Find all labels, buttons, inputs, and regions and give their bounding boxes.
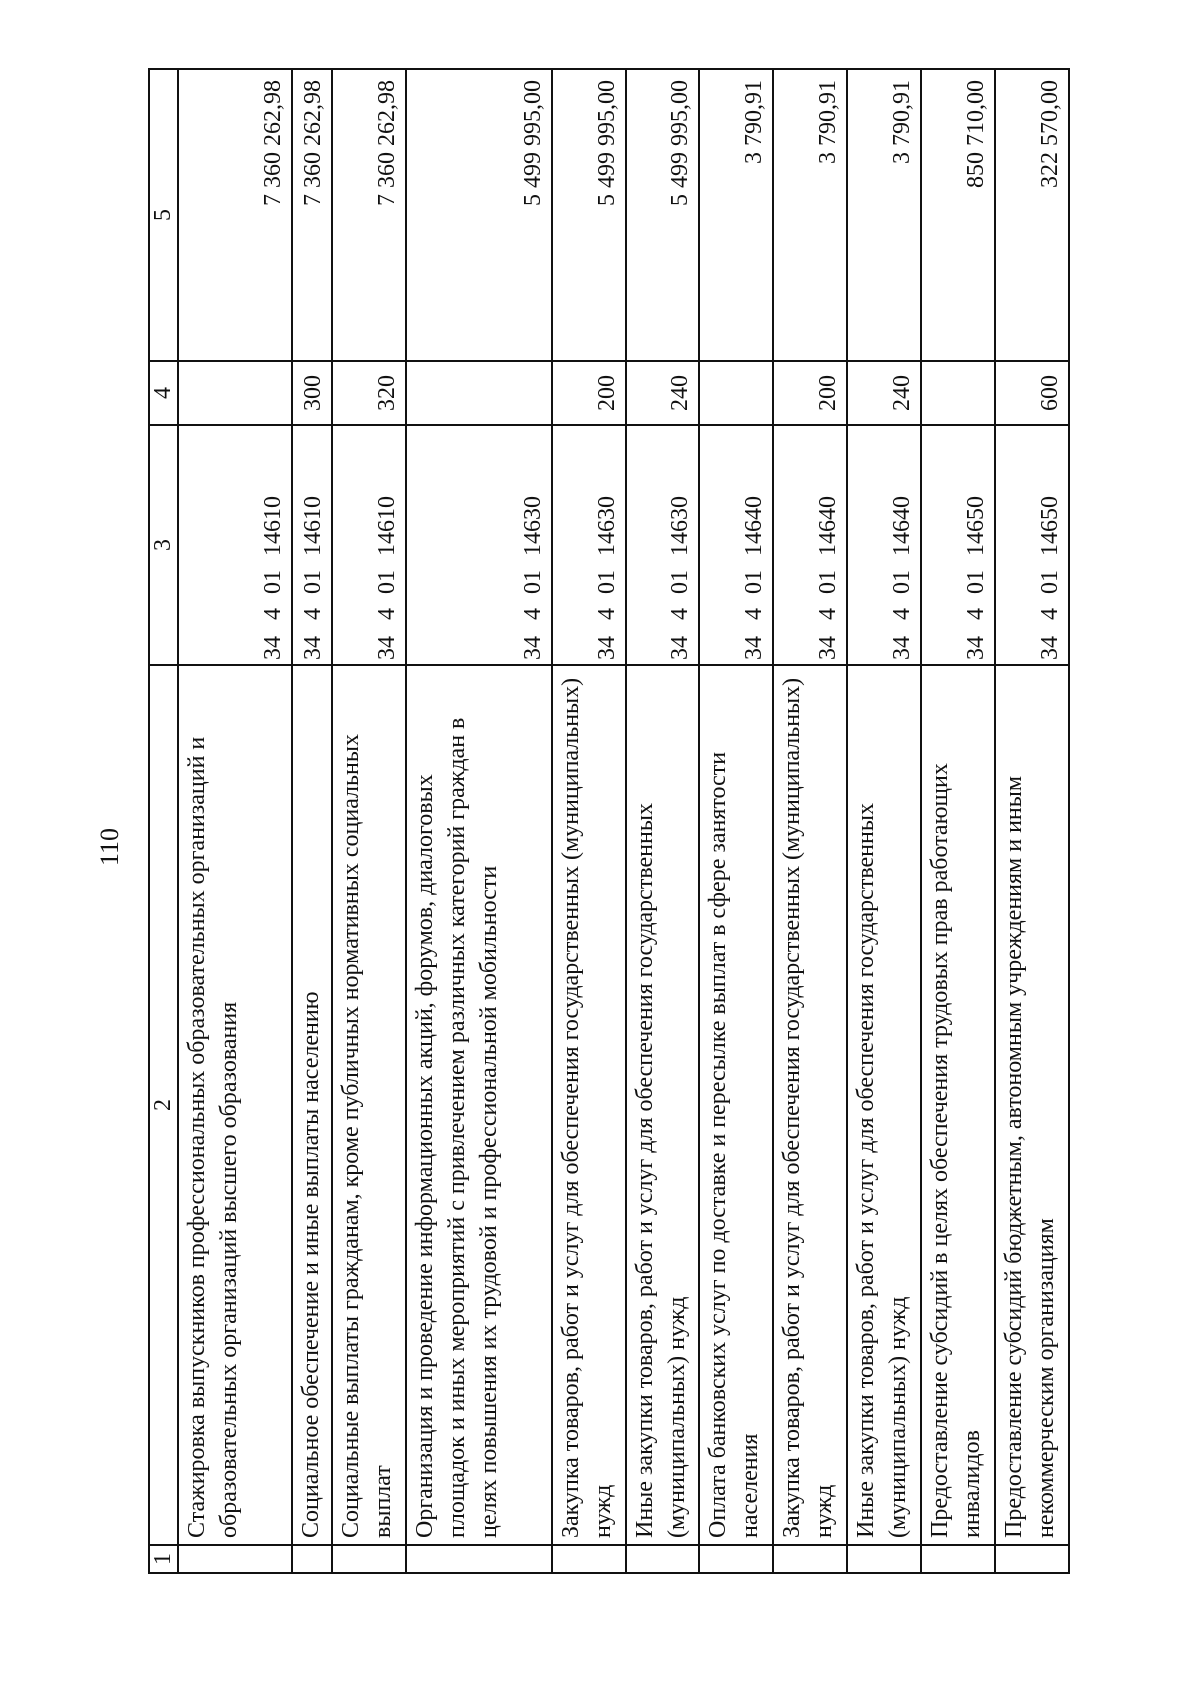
cell-number — [178, 1545, 292, 1573]
code-part: 14610 — [260, 496, 286, 556]
rotated-page-content — [148, 70, 1070, 1574]
cell-expense-type: 200 — [773, 361, 847, 425]
cell-number — [626, 1545, 700, 1573]
cell-code — [699, 425, 773, 665]
code-part: 34 — [300, 636, 327, 660]
code-part: 34 — [741, 636, 768, 660]
table-row — [332, 69, 406, 1573]
code-part: 4 — [300, 608, 327, 620]
code-part: 14630 — [667, 496, 694, 556]
cell-expense-type — [406, 361, 552, 425]
table-row — [552, 69, 626, 1573]
cell-code — [552, 425, 626, 665]
cell-amount: 7 360 262,98 — [332, 69, 406, 361]
code-part: 01 — [963, 570, 990, 594]
code-part: 14630 — [519, 496, 546, 556]
table-row — [626, 69, 700, 1573]
cell-code — [292, 425, 332, 665]
table-row — [773, 69, 847, 1573]
column-header-4: 4 — [149, 361, 178, 425]
code-part: 14610 — [300, 496, 327, 556]
cell-expense-type — [178, 361, 292, 425]
column-header-5: 5 — [149, 69, 178, 361]
cell-number — [332, 1545, 406, 1573]
code-part: 14640 — [815, 496, 842, 556]
cell-amount: 5 499 995,00 — [626, 69, 700, 361]
cell-code — [847, 425, 921, 665]
cell-code — [773, 425, 847, 665]
code-part: 01 — [1037, 570, 1063, 594]
code-part: 01 — [300, 570, 327, 594]
cell-number — [406, 1545, 552, 1573]
cell-number — [699, 1545, 773, 1573]
budget-table — [148, 68, 1070, 1574]
cell-expense-type — [921, 361, 995, 425]
cell-name: Стажировка выпускников профессиональных образовательных организаций и образовательных организаций высшего образования — [178, 665, 292, 1545]
code-part: 34 — [374, 636, 400, 660]
table-row — [292, 69, 332, 1573]
code-part: 01 — [667, 570, 694, 594]
code-part: 34 — [667, 636, 694, 660]
header-row — [149, 69, 178, 1573]
code-part: 4 — [1037, 608, 1063, 620]
cell-name: Социальные выплаты гражданам, кроме публичных нормативных социальных выплат — [332, 665, 406, 1545]
cell-expense-type: 240 — [847, 361, 921, 425]
code-part: 34 — [593, 636, 620, 660]
cell-expense-type: 300 — [292, 361, 332, 425]
code-part: 34 — [815, 636, 842, 660]
cell-name: Иные закупки товаров, работ и услуг для обеспечения государственных (муниципальных) нужд — [626, 665, 700, 1545]
table-row — [699, 69, 773, 1573]
code-part: 14650 — [963, 496, 990, 556]
cell-amount: 5 499 995,00 — [406, 69, 552, 361]
table-row — [921, 69, 995, 1573]
cell-code — [995, 425, 1069, 665]
cell-number — [773, 1545, 847, 1573]
code-part: 34 — [260, 636, 286, 660]
cell-code — [921, 425, 995, 665]
cell-number — [995, 1545, 1069, 1573]
column-header-1: 1 — [149, 1545, 178, 1573]
cell-name: Предоставление субсидий бюджетным, автономным учреждениям и иным некоммерческим организациям — [995, 665, 1069, 1545]
code-part: 4 — [963, 608, 990, 620]
cell-expense-type — [699, 361, 773, 425]
table-body — [178, 69, 1069, 1573]
code-part: 01 — [815, 570, 842, 594]
code-part: 14650 — [1037, 496, 1063, 556]
table-row — [847, 69, 921, 1573]
cell-amount: 5 499 995,00 — [552, 69, 626, 361]
cell-name: Закупка товаров, работ и услуг для обеспечения государственных (муниципальных) нужд — [552, 665, 626, 1545]
cell-code — [626, 425, 700, 665]
table-row — [178, 69, 292, 1573]
page-number: 110 — [95, 827, 124, 867]
code-part: 14640 — [889, 496, 916, 556]
cell-code — [178, 425, 292, 665]
code-part: 4 — [815, 608, 842, 620]
cell-code — [332, 425, 406, 665]
code-part: 14630 — [593, 496, 620, 556]
cell-number — [921, 1545, 995, 1573]
cell-expense-type: 200 — [552, 361, 626, 425]
cell-amount: 322 570,00 — [995, 69, 1069, 361]
cell-name: Иные закупки товаров, работ и услуг для обеспечения государственных (муниципальных) нужд — [847, 665, 921, 1545]
code-part: 14610 — [374, 496, 400, 556]
code-part: 34 — [519, 636, 546, 660]
cell-name: Социальное обеспечение и иные выплаты населению — [292, 665, 332, 1545]
code-part: 4 — [741, 608, 768, 620]
cell-amount: 3 790,91 — [773, 69, 847, 361]
table-row — [406, 69, 552, 1573]
cell-number — [847, 1545, 921, 1573]
code-part: 01 — [593, 570, 620, 594]
cell-amount: 850 710,00 — [921, 69, 995, 361]
cell-name: Оплата банковских услуг по доставке и пересылке выплат в сфере занятости населения — [699, 665, 773, 1545]
cell-amount: 3 790,91 — [699, 69, 773, 361]
cell-amount: 7 360 262,98 — [178, 69, 292, 361]
cell-expense-type: 600 — [995, 361, 1069, 425]
cell-amount: 3 790,91 — [847, 69, 921, 361]
cell-code — [406, 425, 552, 665]
code-part: 34 — [1037, 636, 1063, 660]
cell-name: Закупка товаров, работ и услуг для обеспечения государственных (муниципальных) нужд — [773, 665, 847, 1545]
cell-number — [552, 1545, 626, 1573]
code-part: 4 — [593, 608, 620, 620]
code-part: 01 — [519, 570, 546, 594]
cell-name: Предоставление субсидий в целях обеспечения трудовых прав работающих инвалидов — [921, 665, 995, 1545]
code-part: 34 — [963, 636, 990, 660]
cell-amount: 7 360 262,98 — [292, 69, 332, 361]
code-part: 01 — [374, 570, 400, 594]
column-header-2: 2 — [149, 665, 178, 1545]
cell-expense-type: 320 — [332, 361, 406, 425]
cell-expense-type: 240 — [626, 361, 700, 425]
code-part: 4 — [519, 608, 546, 620]
cell-number — [292, 1545, 332, 1573]
code-part: 4 — [667, 608, 694, 620]
cell-name: Организация и проведение информационных акций, форумов, диалоговых площадок и иных мероприятий с привлечением различных категорий граждан в целях повышения их трудовой и профессиональной мобильности — [406, 665, 552, 1545]
table-row — [995, 69, 1069, 1573]
code-part: 4 — [260, 608, 286, 620]
code-part: 4 — [374, 608, 400, 620]
code-part: 34 — [889, 636, 916, 660]
column-header-3: 3 — [149, 425, 178, 665]
code-part: 14640 — [741, 496, 768, 556]
code-part: 01 — [741, 570, 768, 594]
code-part: 4 — [889, 608, 916, 620]
code-part: 01 — [260, 570, 286, 594]
code-part: 01 — [889, 570, 916, 594]
